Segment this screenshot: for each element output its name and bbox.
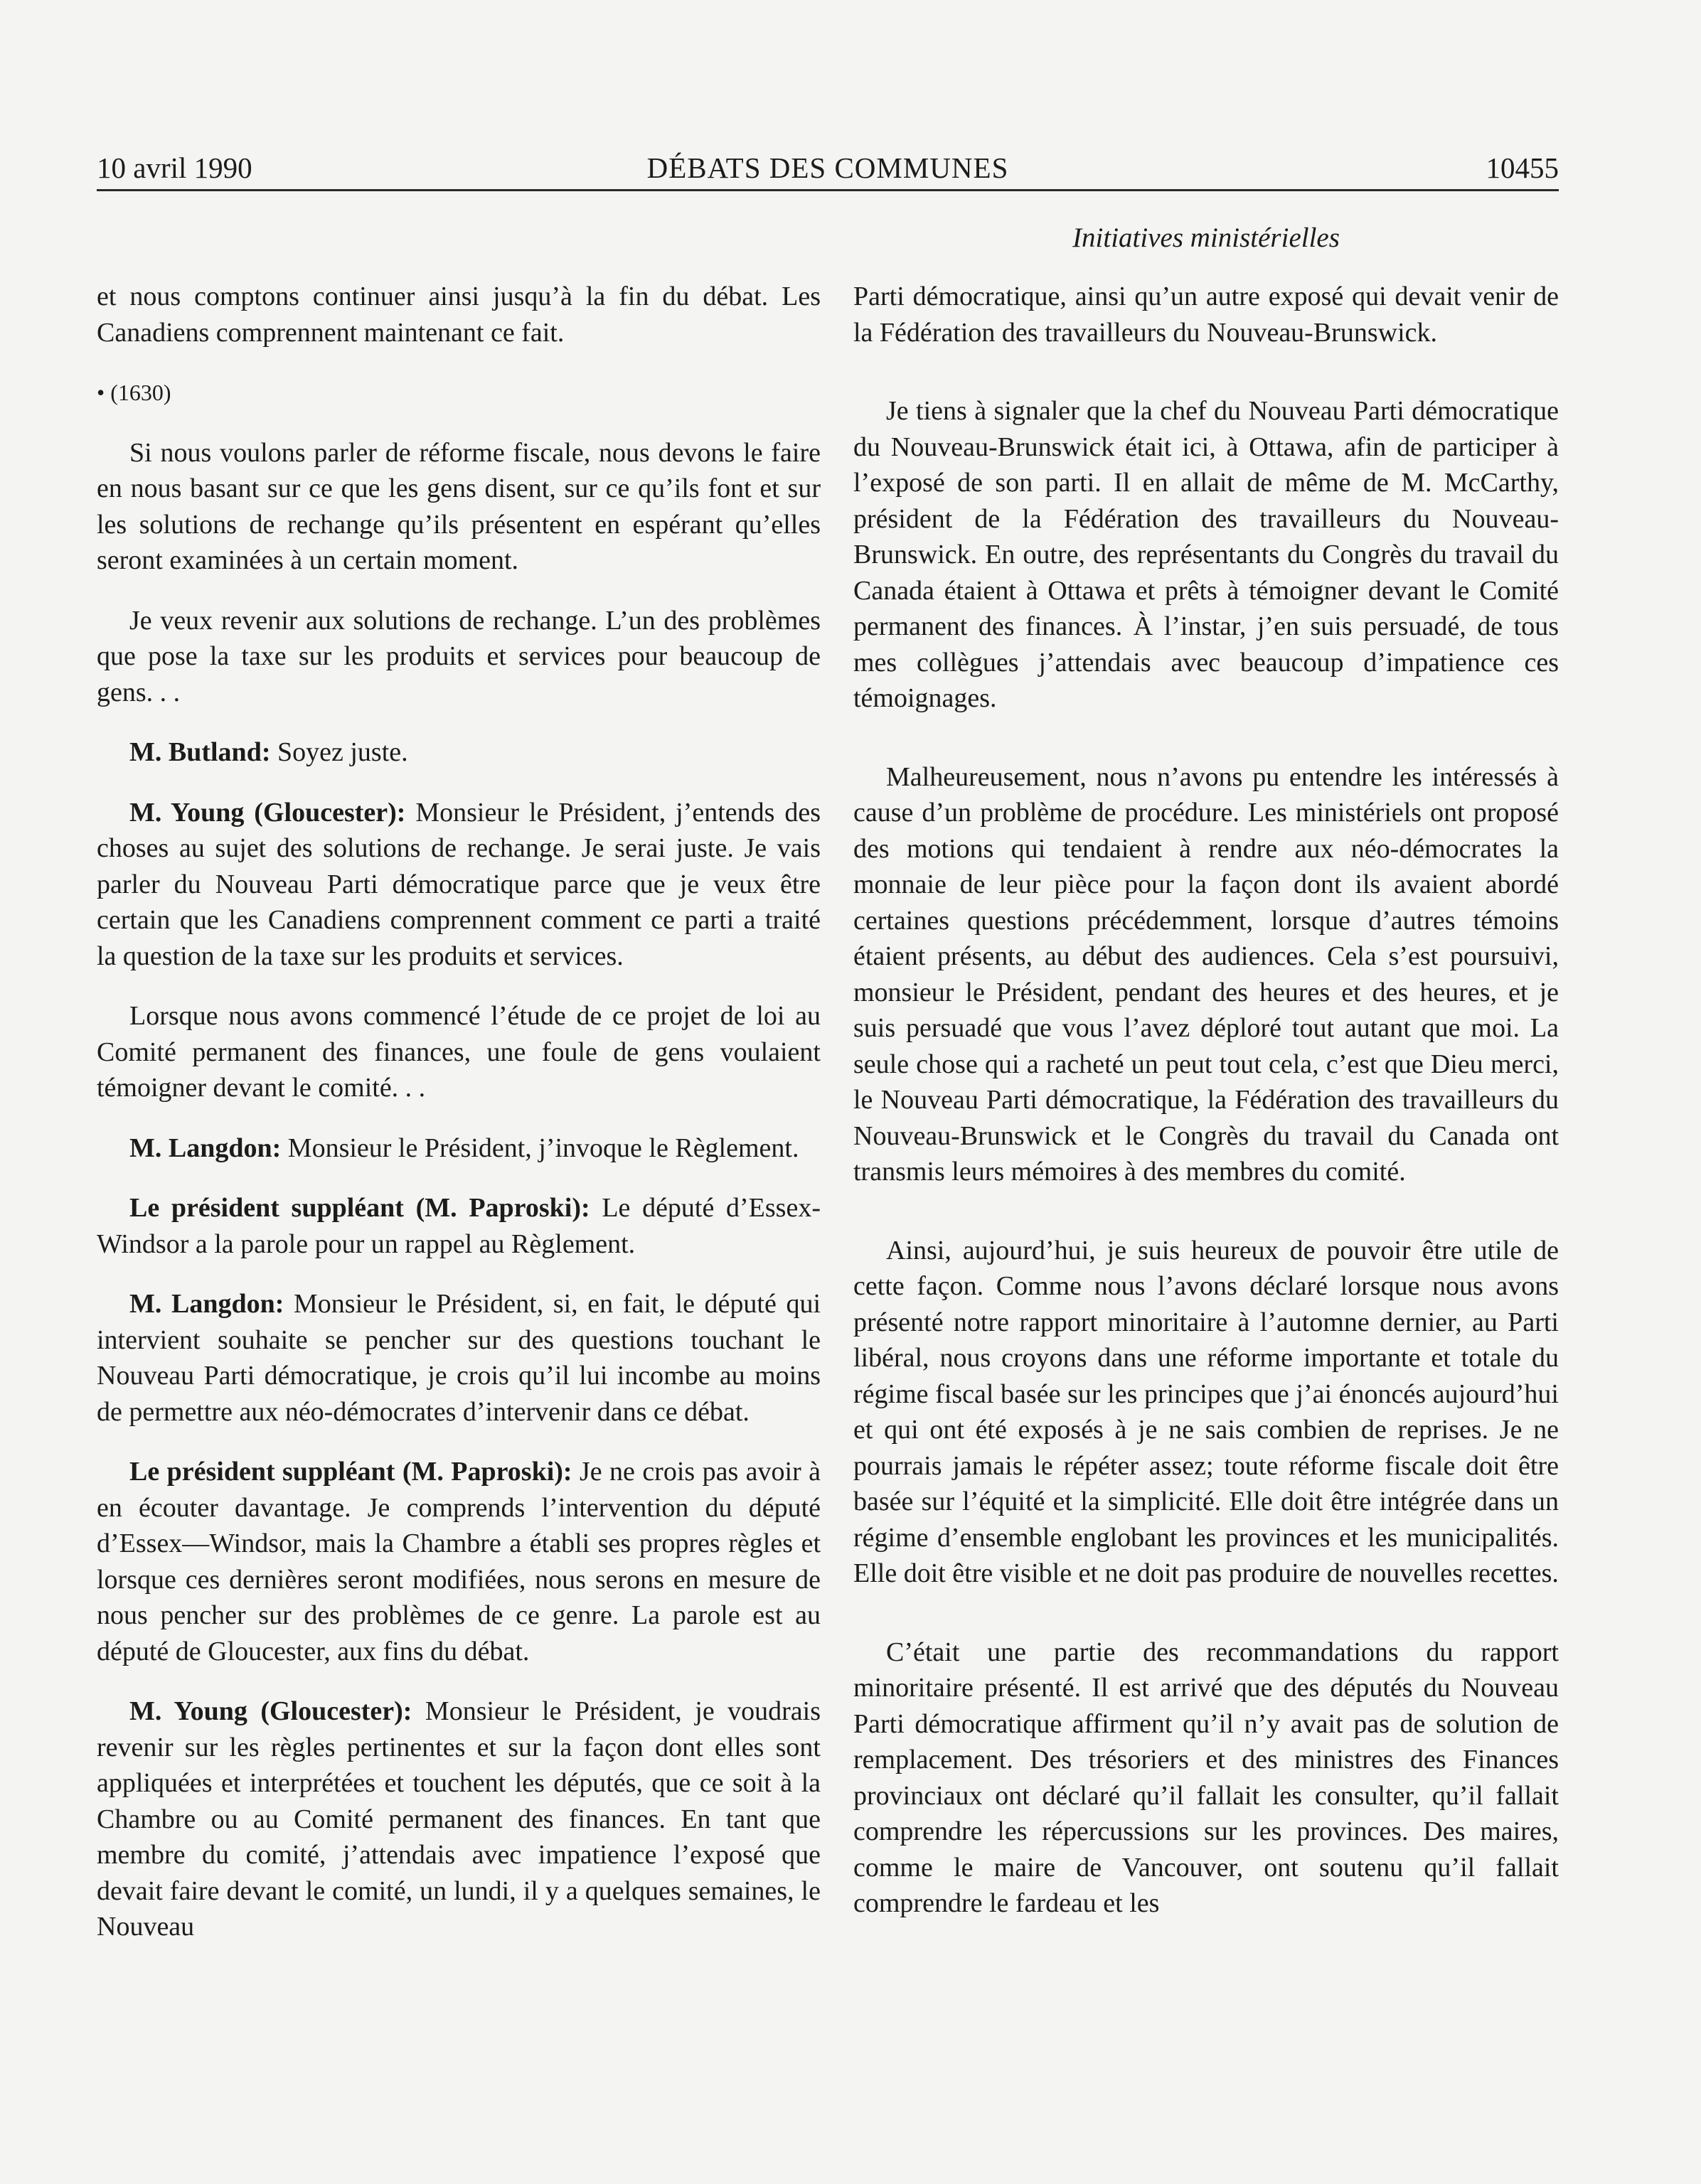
speech — [97, 1130, 821, 1167]
speech-text: Monsieur le Président, si, en fait, le député qui intervient souhaite se pencher sur des questions touchant le Nouveau Parti démocratique, je crois qu’il lui incombe au moins de permettre aux néo-démocrates d’intervenir dans ce débat. — [97, 1289, 821, 1427]
header-date: 10 avril 1990 — [97, 151, 252, 184]
paragraph: Je tiens à signaler que la chef du Nouveau Parti démocratique du Nouveau-Brunswick était ici, à Ottawa, afin de participer à l’exposé de son parti. Il en allait de même de M. McCarthy, président de la Fédération des travailleurs du Nouveau-Brunswick. En outre, des représentants du Congrès du travail du Canada étaient à Ottawa et prêts à témoigner devant le Comité permanent des finances. À l’instar, j’en suis persuadé, de tous mes collègues j’attendais avec beaucoup d’impatience ces témoignages. — [853, 396, 1559, 713]
page-header — [97, 146, 1559, 191]
paragraph: Si nous voulons parler de réforme fiscale, nous devons le faire en nous basant sur ce que les gens disent, sur ce qu’ils font et sur les solutions de rechange qu’ils présentent en espérant qu’elles seront examinées à un certain moment. — [97, 437, 821, 575]
speaker-name: M. Langdon: — [129, 1133, 282, 1163]
speech — [97, 1693, 821, 1945]
speech — [97, 795, 821, 975]
speaker-name: Le président suppléant (M. Paproski): — [129, 1193, 590, 1223]
speech — [97, 1190, 821, 1262]
speech — [97, 734, 821, 771]
speaker-name: M. Young (Gloucester): — [129, 1696, 412, 1726]
paragraph: Je veux revenir aux solutions de rechange. L’un des problèmes que pose la taxe sur les produits et services pour beaucoup de gens. . . — [97, 605, 821, 707]
speech — [97, 1286, 821, 1430]
paragraph: et nous comptons continuer ainsi jusqu’à la fin du débat. Les Canadiens comprennent maintenant ce fait. — [97, 282, 821, 348]
left-column — [97, 279, 821, 1969]
speech — [97, 1454, 821, 1669]
paragraph: Lorsque nous avons commencé l’étude de ce projet de loi au Comité permanent des finances, une foule de gens voulaient témoigner devant le comité. . . — [97, 1001, 821, 1103]
paragraph: Ainsi, aujourd’hui, je suis heureux de pouvoir être utile de cette façon. Comme nous l’avons déclaré lorsque nous avons présenté notre rapport minoritaire à l’automne dernier, au Parti libéral, nous croyons dans une réforme importante et totale du régime fiscal basée sur les principes que j’ai énoncés aujourd’hui et qui ont été exposés à je ne sais combien de reprises. Je ne pourrais jamais le répéter assez; toute réforme fiscale doit être basée sur l’équité et la simplicité. Elle doit être intégrée dans un régime d’ensemble englobant les provinces et les municipalités. Elle doit être visible et ne doit pas produire de nouvelles recettes. — [853, 1235, 1559, 1588]
speech-text: Le député d’Essex-Windsor a la parole pour un rappel au Règlement. — [97, 1193, 821, 1259]
time-marker: • (1630) — [97, 380, 171, 405]
speaker-name: Le président suppléant (M. Paproski): — [129, 1457, 572, 1487]
header-title: DÉBATS DES COMMUNES — [646, 151, 1009, 184]
speech-text: Je ne crois pas avoir à en écouter davantage. Je comprends l’intervention du député d’Essex—Windsor, mais la Chambre a établi ses propres règles et lorsque ces dernières seront modifiées, nous serons en mesure de nous pencher sur des problèmes de ce genre. La parole est au député de Gloucester, aux fins du débat. — [97, 1457, 821, 1666]
paragraph: Malheureusement, nous n’avons pu entendre les intéressés à cause d’un problème de procédure. Les ministériels ont proposé des motions qui tendaient à rendre aux néo-démocrates la monnaie de leur pièce pour la façon dont ils avaient abordé certaines questions précédemment, lorsque d’autres témoins étaient présents, au début des audiences. Cela s’est poursuivi, monsieur le Président, pendant des heures et des heures, et je suis persuadé que vous l’avez déploré tout autant que moi. La seule chose qui a racheté un peut tout cela, c’est que Dieu merci, le Nouveau Parti démocratique, la Fédération des travailleurs du Nouveau-Brunswick et le Congrès du travail du Canada ont transmis leurs mémoires à des membres du comité. — [853, 761, 1559, 1187]
speech-text: Soyez juste. — [270, 737, 408, 767]
header-page-number: 10455 — [1486, 151, 1559, 184]
speaker-name: M. Butland: — [129, 737, 271, 767]
speech-text: Monsieur le Président, j’invoque le Règlement. — [281, 1133, 799, 1163]
speech-text: Monsieur le Président, j’entends des choses au sujet des solutions de rechange. Je serai juste. Je vais parler du Nouveau Parti démocratique parce que je veux être certain que les Canadiens comprennent comment ce parti a traité la question de la taxe sur les produits et services. — [97, 797, 821, 971]
right-column — [853, 279, 1559, 1946]
section-label: Initiatives ministérielles — [1072, 223, 1340, 253]
speech-text: Monsieur le Président, je voudrais revenir sur les règles pertinentes et sur la façon dont elles sont appliquées et interprétées et touchent les députés, que ce soit à la Chambre ou au Comité permanent des finances. En tant que membre du comité, j’attendais avec impatience l’exposé que devait faire devant le comité, un lundi, il y a quelques semaines, le Nouveau — [97, 1696, 821, 1942]
speaker-name: M. Young (Gloucester): — [129, 797, 406, 828]
paragraph: Parti démocratique, ainsi qu’un autre exposé qui devait venir de la Fédération des travailleurs du Nouveau-Brunswick. — [853, 282, 1559, 348]
paragraph: C’était une partie des recommandations du rapport minoritaire présenté. Il est arrivé que des députés du Nouveau Parti démocratique affirment qu’il n’y avait pas de solution de remplacement. Des trésoriers et des ministres des Finances provinciaux ont déclaré qu’il fallait les consulter, qu’il fallait comprendre les répercussions sur les provinces. Des maires, comme le maire de Vancouver, ont soutenu qu’il fallait comprendre le fardeau et les — [853, 1637, 1559, 1918]
speaker-name: M. Langdon: — [129, 1289, 284, 1319]
